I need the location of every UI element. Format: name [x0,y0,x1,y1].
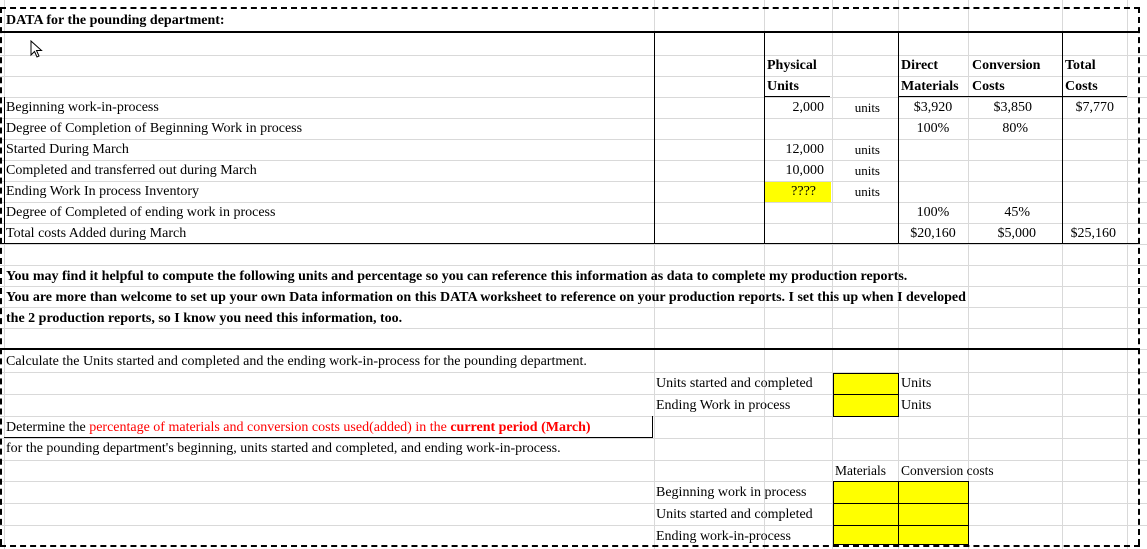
cell-units-unknown[interactable]: ???? [791,184,816,199]
determine-instruction [6,417,591,438]
row-label-degree-ending: Degree of Completed of ending work in process [6,205,276,220]
cell-direct-materials[interactable]: 100% [916,205,950,220]
note-line: the 2 production reports, so I know you need this information, too. [6,311,403,326]
cell-total-costs[interactable]: $7,770 [1075,100,1114,115]
cell-total-costs[interactable]: $25,160 [1070,226,1116,241]
page-title: DATA for the pounding department: [6,13,225,28]
cell-units[interactable]: 12,000 [785,142,824,157]
header-physical-units: Units [767,79,799,94]
label-units-started-completed: Units started and completed [656,507,813,522]
cell-conversion-costs[interactable]: 45% [1004,205,1030,220]
row-label-started: Started During March [6,142,129,157]
cell-conversion-costs[interactable]: 80% [1002,121,1028,136]
row-label-completed-transferred: Completed and transferred out during March [6,163,257,178]
determine-red-text: percentage of materials and conversion costs used(added) in the [89,420,451,435]
page-border-bottom [0,545,1140,547]
input-materials-beginning[interactable] [833,481,899,504]
table-row-marker [4,97,5,244]
input-conversion-beginning[interactable] [898,481,969,504]
cell-unit-label: units [854,100,880,115]
page-border-right [1138,7,1140,545]
header-conversion-costs: Conversion [972,58,1041,73]
units-label: Units [901,376,932,391]
table-col-divider [1062,31,1063,244]
label-units-started-completed: Units started and completed [656,376,813,391]
input-units-started-completed[interactable] [833,373,899,395]
cell-unit-label: units [854,184,880,199]
label-beginning-wip: Beginning work in process [656,485,807,500]
header-direct-materials: Materials [901,79,959,94]
cell-direct-materials[interactable]: $20,160 [910,226,956,241]
title-underline [0,31,1140,33]
section-divider [0,348,1140,350]
mouse-cursor-icon [30,40,44,58]
note-line: You may find it helpful to compute the following units and percentage so you can reference this information as data to complete my production reports. [6,269,908,284]
table-col-divider [654,31,655,244]
cell-unit-label: units [854,163,880,178]
cell-unit-label: units [854,142,880,157]
cell-conversion-costs[interactable]: $5,000 [997,226,1036,241]
input-conversion-started[interactable] [898,503,969,526]
page-border-top [0,7,1140,9]
input-conversion-ending[interactable] [898,525,969,545]
input-materials-ending[interactable] [833,525,899,545]
header-total-costs: Costs [1065,79,1098,94]
table-col-divider [764,31,765,244]
determine-line2: for the pounding department's beginning, units started and completed, and ending work-in-process. [6,441,561,456]
cell-direct-materials[interactable]: $3,920 [913,100,953,115]
cell-conversion-costs[interactable]: $3,850 [993,100,1032,115]
determine-red-bold: current period (March) [450,420,591,435]
header-direct-materials: Direct [901,58,939,73]
label-ending-wip: Ending work-in-process [656,529,791,544]
row-label-total-costs-added: Total costs Added during March [6,226,187,241]
input-ending-wip[interactable] [833,394,899,417]
row-label-beginning-wip: Beginning work-in-process [6,100,159,115]
page-border-left [0,7,2,545]
header-total-costs: Total [1065,58,1096,73]
units-label: Units [901,398,932,413]
cell-direct-materials[interactable]: 100% [916,121,950,136]
header-physical-units: Physical [767,58,817,73]
cell-units[interactable]: 10,000 [785,163,824,178]
note-line: You are more than welcome to set up your own Data information on this DATA worksheet to reference on your production reports. I set this up when I developed [6,290,966,305]
row-label-ending-wip: Ending Work In process Inventory [6,184,200,199]
calc-instruction: Calculate the Units started and completed and the ending work-in-process for the pounding department. [6,354,587,369]
row-label-degree-beginning: Degree of Completion of Beginning Work in process [6,121,303,136]
header-conversion: Conversion costs [901,463,994,478]
determine-right-border [652,416,653,438]
header-conversion-costs: Costs [972,79,1005,94]
determine-prefix: Determine the [6,420,90,435]
input-materials-started[interactable] [833,503,899,526]
label-ending-wip: Ending Work in process [656,398,791,413]
header-materials: Materials [835,463,886,478]
cell-units[interactable]: 2,000 [792,100,824,115]
